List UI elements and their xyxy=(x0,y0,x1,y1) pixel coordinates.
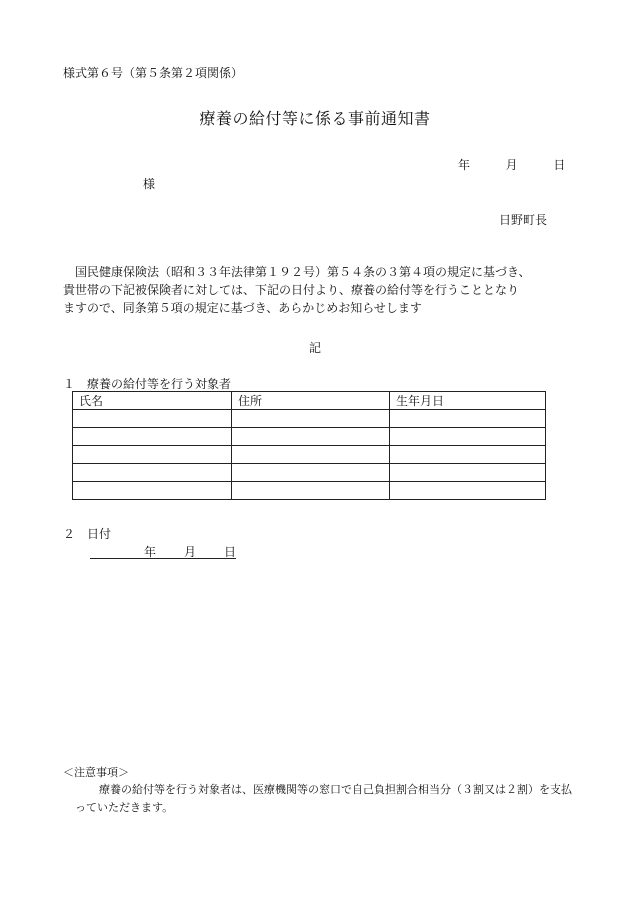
form-number: 様式第６号（第５条第２項関係） xyxy=(63,66,244,80)
issue-date-line xyxy=(458,156,565,173)
target-persons-table xyxy=(72,391,546,500)
document-title: 療養の給付等に係る事前通知書 xyxy=(199,109,431,128)
table-row xyxy=(73,482,546,500)
column-header-address: 住所 xyxy=(232,392,390,410)
body-line: ますので、同条第５項の規定に基づき、あらかじめお知らせします xyxy=(63,301,422,315)
table-cell[interactable] xyxy=(232,464,390,482)
table-cell[interactable] xyxy=(232,446,390,464)
table-cell[interactable] xyxy=(73,482,232,500)
table-cell[interactable] xyxy=(73,446,232,464)
notes-paragraph: 療養の給付等を行う対象者は、医療機関等の窓口で自己負担割合相当分（３割又は２割）を支払っていただきます。 xyxy=(75,783,572,814)
column-header-birthdate: 生年月日 xyxy=(390,392,546,410)
table-row xyxy=(73,410,546,428)
table-row xyxy=(73,446,546,464)
table-cell[interactable] xyxy=(390,446,546,464)
date-month-label: 月 xyxy=(184,545,197,559)
date-day-label: 日 xyxy=(224,545,237,559)
column-header-name: 氏名 xyxy=(73,392,232,410)
notes-heading: ＜注意事項＞ xyxy=(63,766,129,779)
table-cell[interactable] xyxy=(73,464,232,482)
table-cell[interactable] xyxy=(390,428,546,446)
table-cell[interactable] xyxy=(232,410,390,428)
table-cell[interactable] xyxy=(73,428,232,446)
issuer-name: 日野町長 xyxy=(499,213,548,227)
addressee-honorific: 様 xyxy=(143,177,156,191)
section1-heading: １ 療養の給付等を行う対象者 xyxy=(63,377,232,391)
ki-marker: 記 xyxy=(308,341,321,355)
table-cell[interactable] xyxy=(232,428,390,446)
table-cell[interactable] xyxy=(73,410,232,428)
table-header-row xyxy=(73,392,546,410)
table-cell[interactable] xyxy=(390,410,546,428)
table-cell[interactable] xyxy=(390,482,546,500)
body-line: 国民健康保険法（昭和３３年法律第１９２号）第５４条の３第４項の規定に基づき、 xyxy=(75,265,531,279)
issue-date-month: 月 xyxy=(505,158,518,172)
issue-date-day: 日 xyxy=(553,158,566,172)
date-fill-line[interactable] xyxy=(90,543,236,559)
body-line: 貴世帯の下記被保険者に対しては、下記の日付より、療養の給付等を行うこととなり xyxy=(63,283,520,297)
table-row xyxy=(73,428,546,446)
table-cell[interactable] xyxy=(232,482,390,500)
notes-body xyxy=(63,781,575,817)
issue-date-year: 年 xyxy=(458,158,471,172)
table-cell[interactable] xyxy=(390,464,546,482)
section2-heading: ２ 日付 xyxy=(63,527,112,541)
table-row xyxy=(73,464,546,482)
date-year-label: 年 xyxy=(144,545,157,559)
body-paragraph xyxy=(63,263,573,317)
